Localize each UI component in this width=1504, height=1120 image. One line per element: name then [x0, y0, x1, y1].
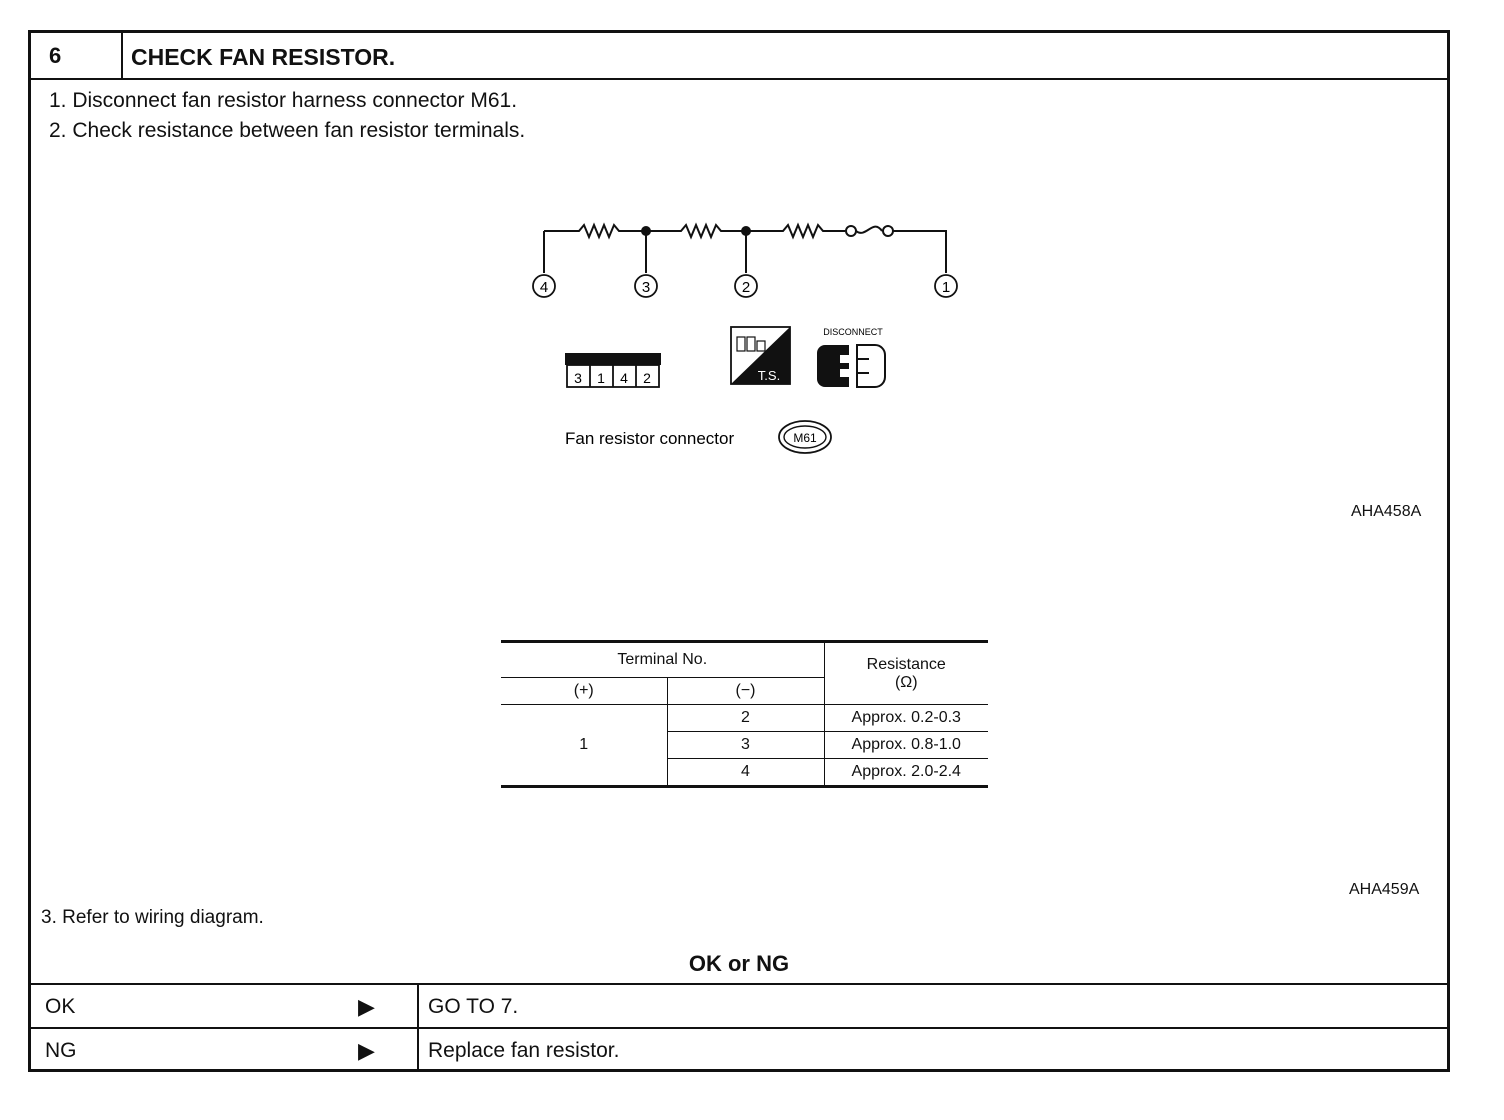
step-title: CHECK FAN RESISTOR. [131, 44, 396, 70]
header-resistance: Resistance (Ω) [824, 642, 988, 705]
svg-text:2: 2 [741, 279, 751, 296]
minus-terminal-cell: 3 [667, 732, 824, 759]
svg-text:M61: M61 [793, 431, 817, 445]
result-row-ng [31, 1027, 1447, 1071]
instruction-1: 1. Disconnect fan resistor harness connector M61. [49, 89, 518, 112]
result-label: OK [45, 995, 76, 1018]
procedure-frame [28, 30, 1450, 1072]
junction-dot [741, 226, 751, 236]
result-action: Replace fan resistor. [417, 1029, 1447, 1071]
connector-pin-layout [565, 353, 661, 387]
junction-dot [641, 226, 651, 236]
svg-text:4: 4 [539, 279, 549, 296]
fan-resistor-circuit-diagram [31, 33, 1447, 513]
arrow-right-icon: ▶ [358, 1038, 375, 1063]
ok-ng-title: OK or NG [688, 951, 790, 976]
svg-text:DISCONNECT: DISCONNECT [823, 327, 883, 337]
svg-text:3: 3 [641, 279, 651, 296]
minus-terminal-cell: 4 [667, 759, 824, 787]
minus-terminal-cell: 2 [667, 705, 824, 732]
terminal-4 [533, 275, 555, 297]
terminal-2 [735, 275, 757, 297]
connector-pin: 2 [643, 370, 651, 386]
result-row-ok [31, 983, 1447, 1027]
resistance-cell: Approx. 2.0-2.4 [824, 759, 988, 787]
svg-text:1: 1 [941, 279, 951, 296]
result-label: NG [45, 1039, 77, 1062]
terminal-1 [935, 275, 957, 297]
terminal-3 [635, 275, 657, 297]
connector-pin: 1 [597, 370, 605, 386]
disconnect-icon [817, 327, 885, 387]
instruction-2: 2. Check resistance between fan resistor terminals. [49, 119, 526, 142]
header-minus: (−) [667, 678, 824, 705]
resistance-cell: Approx. 0.8-1.0 [824, 732, 988, 759]
connector-pin: 4 [620, 370, 628, 386]
header-plus: (+) [501, 678, 667, 705]
step-number: 6 [31, 33, 123, 78]
terminal-side-icon [731, 327, 790, 384]
plus-terminal-cell: 1 [501, 705, 667, 787]
result-action: GO TO 7. [417, 985, 1447, 1027]
header-terminal-no: Terminal No. [501, 642, 824, 678]
svg-text:T.S.: T.S. [757, 368, 781, 383]
figure-code-aha459a: AHA459A [1349, 881, 1420, 898]
connector-caption: Fan resistor connector [565, 429, 735, 448]
instruction-3: 3. Refer to wiring diagram. [41, 907, 264, 928]
connector-id-badge [779, 421, 831, 453]
arrow-right-icon: ▶ [358, 994, 375, 1019]
figure-code-aha458a: AHA458A [1351, 503, 1422, 520]
resistance-table [501, 640, 988, 788]
resistance-cell: Approx. 0.2-0.3 [824, 705, 988, 732]
connector-pin: 3 [574, 370, 582, 386]
